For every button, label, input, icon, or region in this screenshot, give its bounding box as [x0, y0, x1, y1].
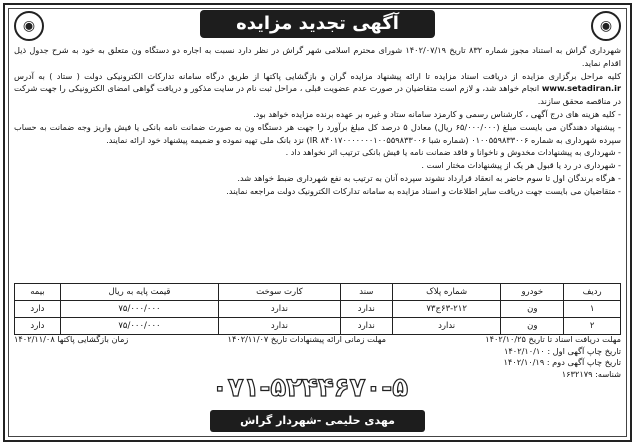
cell-base-price: ۷۵/۰۰۰/۰۰۰ — [60, 318, 218, 335]
municipality-logo-right: ◉ — [591, 11, 621, 41]
cell-row-number: ۲ — [564, 318, 621, 335]
header-row-number: ردیف — [564, 284, 621, 301]
cell-row-number: ۱ — [564, 301, 621, 318]
procedure-text-a: کلیه مراحل برگزاری مزایده از دریافت اسناد مزایده تا ارائه پیشنهاد مزایده گران و بازگشایی پاکتها از طریق درگاه سامانه تدارکات الکترونیکی دولت ( ستاد ) به آدرس — [14, 70, 621, 81]
bid-deadline: مهلت زمانی ارائه پیشنهادات تاریخ ۱۴۰۲/۱۱/۰۷ — [227, 334, 386, 344]
header-base-price: قیمت پایه به ریال — [60, 284, 218, 301]
paragraph-rights: - شهرداری در رد یا قبول هر یک از پیشنهادات مختار است . — [421, 160, 621, 171]
paragraph-info: - متقاضیان می بایست جهت دریافت سایر اطلاعات و اسناد مزایده به سامانه تدارکات الکترونیک دولت مراجعه نمایند. — [226, 185, 621, 196]
cell-base-price: ۷۵/۰۰۰/۰۰۰ — [60, 301, 218, 318]
cell-insurance: دارد — [15, 318, 61, 335]
paragraph-intro: شهرداری گراش به استناد مجوز شماره ۸۳۲ تاریخ ۱۴۰۲/۰۷/۱۹ شورای محترم اسلامی شهر گراش در نظر دارد نسبت به اجاره دو دستگاه ون متعلق به خود به شرح جدول ذیل اقدام نماید. — [14, 45, 622, 68]
cell-document: ندارد — [340, 301, 392, 318]
phone-number: ۰۷۱-۵۲۴۴۶۷۰-۵ — [211, 373, 409, 403]
dates-row-1 — [14, 334, 621, 346]
notice-title: آگهی تجدید مزایده — [200, 10, 435, 38]
document-deadline: مهلت دریافت اسناد تا تاریخ ۱۴۰۲/۱۰/۲۵ — [485, 334, 621, 344]
header-fuel-card: کارت سوخت — [219, 284, 341, 301]
cell-insurance: دارد — [15, 301, 61, 318]
opening-date: زمان بازگشایی پاکتها ۱۴۰۲/۱۱/۰۸ — [14, 334, 129, 344]
notice-body — [14, 44, 621, 198]
procedure-text-b: انجام خواهد شد، و لازم است متقاضیان در صورت عدم عضویت قبلی ، مراحل ثبت نام در سایت مذکور و دریافت گواهی امضای الکترونیکی را جهت شرکت در مناقصه محقق سازند. — [14, 83, 621, 107]
paragraph-guarantee: - پیشنهاد دهندگان می بایست مبلغ (۶۵/۰۰۰/۰۰۰ ریال) معادل ۵ درصد کل مبلغ برآورد را جهت هر دستگاه ون به صورت ضمانت نامه بانکی یا فیش واریز وجه ضمانت به حساب سپرده شهرداری به شماره ۰۱۰۰۵۵۹۸۳۳۰۰۶ (شماره شبا ۸۴۰۱۷۰۰۰۰۰۰۰۱۰۰۵۵۹۸۳۳۰۰۶ IR) نزد بانک ملی تهیه نموده و ضمیمه پیشنهاد خود ارائه نمایند. — [14, 121, 621, 145]
header-plate: شماره پلاک — [392, 284, 500, 301]
municipality-logo-left: ◉ — [14, 11, 44, 41]
paragraph-procedure — [14, 70, 621, 108]
header-vehicle: خودرو — [501, 284, 564, 301]
table-row — [15, 318, 621, 335]
cell-vehicle: ون — [501, 318, 564, 335]
paragraph-invalid-bids: - شهرداری به پیشنهادات مخدوش و ناخوانا و فاقد ضمانت نامه یا فیش بانکی ترتیب اثر نخواهد داد . — [285, 147, 621, 158]
mayor-signature: مهدی حلیمی -شهردار گراش — [210, 410, 425, 432]
cell-plate: ندارد — [392, 318, 500, 335]
paragraph-costs: - کلیه هزینه های درج آگهی ، کارشناس رسمی و کارمزد سامانه ستاد و غیره بر عهده برنده مزایده خواهد بود. — [253, 108, 621, 119]
header-insurance: بیمه — [15, 284, 61, 301]
first-print-date: تاریخ چاپ آگهی اول : ۱۴۰۲/۱۰/۱۰ — [504, 345, 621, 356]
header-document: سند — [340, 284, 392, 301]
paragraph-forfeit: - هرگاه برندگان اول تا سوم حاضر به انعقاد قرارداد نشوند سپرده آنان به ترتیب به نفع شهرداری ضبط خواهد شد. — [237, 172, 621, 183]
cell-document: ندارد — [340, 318, 392, 335]
cell-plate: ۶۳-۲۱۲ج۷۳ — [392, 301, 500, 318]
second-print-date: تاریخ چاپ آگهی دوم : ۱۴۰۲/۱۰/۱۹ — [503, 357, 621, 367]
setad-website-link[interactable]: www.setadiran.ir — [541, 83, 621, 94]
notice-id: شناسه: ۱۶۳۲۱۷۹ — [561, 368, 621, 379]
cell-vehicle: ون — [501, 301, 564, 318]
vehicles-table — [14, 283, 621, 335]
table-header-row — [15, 284, 621, 301]
table-row — [15, 301, 621, 318]
cell-fuel-card: ندارد — [219, 318, 341, 335]
cell-fuel-card: ندارد — [219, 301, 341, 318]
